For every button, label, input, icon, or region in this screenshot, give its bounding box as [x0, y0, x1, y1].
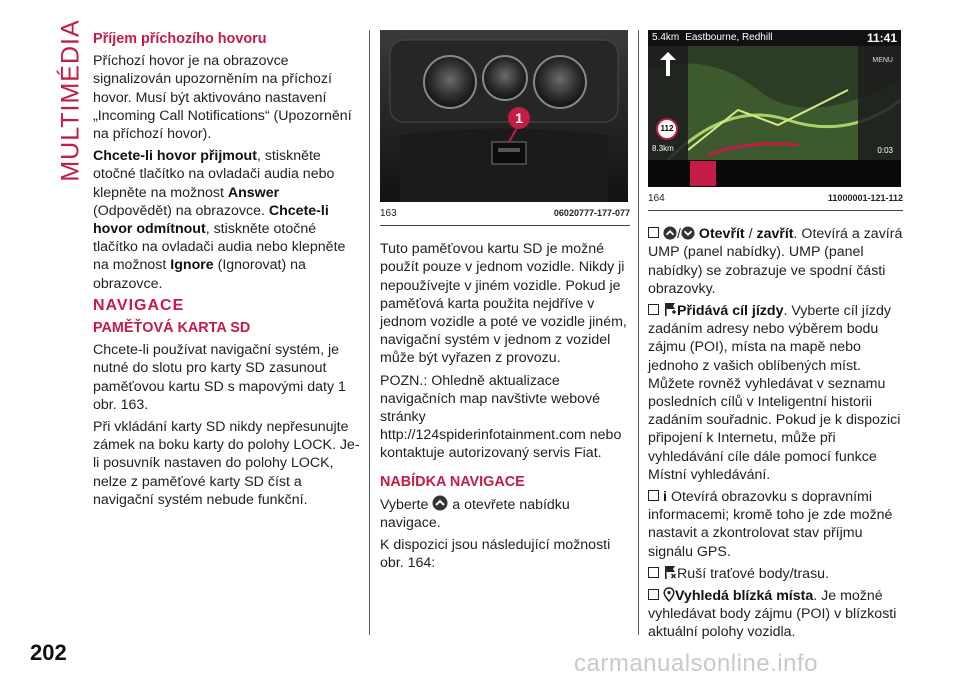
figure-164-image — [648, 30, 901, 187]
text-traffic-info: Otevírá obrazovku s dopravními informacemi; kromě toho je zde možné nastavit a zkontrolovat stav příjmu signálu GPS. — [648, 489, 893, 560]
heading-incoming-call: Příjem příchozího hovoru — [93, 31, 267, 47]
paragraph-sd-insert: Chcete-li používat navigační systém, je nutné do slotu pro karty SD zasunout paměťovou kartu SD s mapovými daty 1 obr. 163. — [93, 342, 346, 413]
heading-sd-card: PAMĚŤOVÁ KARTA SD — [93, 320, 251, 337]
figure-163-code: 06020777-177-077 — [553, 208, 630, 218]
flag-plus-icon — [663, 302, 677, 317]
map-distance: 5.4km — [652, 31, 680, 43]
heading-nav-menu: NABÍDKA NAVIGACE — [380, 473, 525, 490]
map-info-distance: 8.3km — [652, 144, 674, 153]
text-nearby: . Je možné vyhledávat body zájmu (POI) v blízkosti aktuální polohy vozidla. — [648, 588, 897, 641]
text-accept: , stiskněte otočné tlačítko na ovladači audia nebo klepněte na možnost — [93, 148, 335, 201]
figure-callout — [508, 107, 530, 129]
bullet-open-close — [648, 225, 903, 298]
map-speed-limit — [656, 118, 678, 140]
bullet-add-destination — [648, 302, 903, 484]
text-add-destination: . Vyberte cíl jízdy zadáním adresy nebo výběrem bodu zájmu (POI), místa na mapě nebo jednoho z vašich oblíbených míst. Můžete rovněž vyhledávat v seznamu posledních cílů v Inteligentní historii zadáním souřadnic. Pokud je k dispozici připojení k Internetu, může při vyhledávání cíle dále pomocí funkce Místní vyhledávání. — [648, 303, 901, 483]
figure-163-caption — [380, 202, 630, 226]
figure-163-image — [380, 30, 628, 202]
map-road-name: Eastbourne, Redhill — [685, 31, 773, 43]
section-tab — [56, 18, 86, 182]
flag-cancel-icon — [663, 565, 677, 580]
location-pin-icon — [663, 587, 675, 602]
bullet-box — [648, 589, 659, 600]
figure-164-caption — [648, 187, 903, 211]
paragraph-options: K dispozici jsou následující možnosti obr. 164: — [380, 537, 611, 572]
section-tab-label: MULTIMÉDIA — [56, 18, 85, 182]
column-divider-2 — [638, 30, 639, 635]
map-clock: 11:41 — [866, 30, 897, 45]
text-answer: (Odpovědět) na obrazovce. — [93, 202, 269, 219]
bold-open: Otevřít — [698, 226, 745, 243]
bold-close: zavřít — [756, 226, 794, 243]
info-icon: i — [663, 489, 667, 506]
column-2 — [380, 30, 630, 577]
text-reject: , stiskněte otočné tlačítko na ovladači audia nebo klepněte na možnost — [93, 221, 346, 274]
bullet-nearby-places — [648, 587, 903, 642]
map-top-bar — [652, 31, 897, 45]
column-divider-1 — [369, 30, 370, 635]
text-open-close: . Otevírá a zavírá UMP (panel nabídky). UMP (panel nabídky) se zobrazuje ve spodní části obrazovky. — [648, 226, 903, 297]
chevron-up-icon — [663, 226, 677, 240]
figure-164-code: 11000001-121-112 — [827, 193, 903, 203]
heading-navigation: NAVIGACE — [93, 296, 185, 314]
bullet-box — [648, 567, 659, 578]
paragraph-incoming-notice: Příchozí hovor je na obrazovce signalizován upozorněním na příchozí hovor. Musí být aktivováno nastavení „Incoming Call Notifications“ (Upozornění na příchozí hovor). — [93, 53, 352, 143]
bold-nearby: Vyhledá blízká místa — [675, 588, 814, 605]
bold-add-destination: Přidává cíl jízdy — [677, 303, 784, 320]
text-slash: / — [677, 226, 681, 243]
page-number: 202 — [30, 640, 67, 665]
chevron-up-icon — [432, 495, 448, 511]
text-select: Vyberte — [380, 496, 429, 513]
map-menu-label[interactable]: MENU — [872, 57, 893, 64]
figure-164-number: 164 — [648, 193, 665, 204]
bullet-box — [648, 490, 659, 501]
text-open-menu: a otevřete nabídku navigace. — [380, 496, 570, 532]
bullet-box — [648, 227, 659, 238]
map-info-time: 0:03 — [877, 146, 893, 155]
paragraph-answer-reject — [93, 147, 361, 293]
bold-reject: Chcete-li hovor odmítnout — [93, 202, 329, 238]
text-slash-2: / — [744, 226, 757, 243]
bullet-box — [648, 304, 659, 315]
map-speed-value: 112 — [660, 123, 674, 133]
bullet-cancel-route — [648, 565, 903, 583]
bold-answer: Answer — [227, 184, 280, 201]
text-ignore: (Ignorovat) na obrazovce. — [93, 257, 306, 292]
bold-ignore: Ignore — [170, 257, 214, 274]
text-cancel-route: Ruší traťové body/trasu. — [677, 565, 829, 582]
paragraph-sd-single-vehicle: Tuto paměťovou kartu SD je možné použít pouze v jednom vozidle. Nikdy ji nepoužívejte v jiném vozidle. Pokud je paměťová karta použita nejdříve v jednom vozidle a poté ve vozidle jiném, navigační systém v jednom z vozidel může být vyřazen z provozu. — [380, 241, 627, 367]
column-1 — [93, 30, 361, 513]
chevron-down-icon — [681, 226, 695, 240]
paragraph-select-nav — [380, 495, 630, 532]
dashboard-photo-illustration — [380, 30, 628, 202]
figure-callout-number: 1 — [515, 109, 523, 126]
bold-accept: Chcete-li hovor přijmout — [93, 148, 257, 165]
paragraph-sd-lock: Při vkládání karty SD nikdy nepřesunujte zámek na boku karty do polohy LOCK. Je-li posuvník nastaven do polohy LOCK, nelze z paměťové karty SD číst a navigační systém nebude funkční. — [93, 419, 360, 508]
column-3 — [648, 30, 903, 646]
bullet-traffic-info — [648, 488, 903, 561]
watermark: carmanualsonline.info — [574, 650, 818, 677]
paragraph-map-updates: POZN.: Ohledně aktualizace navigačních map navštivte webové stránky http://124spiderinfotainment.com nebo kontaktuje autorizovaný servis Fiat. — [380, 372, 622, 462]
navigation-map-illustration — [648, 30, 901, 187]
figure-163-number: 163 — [380, 208, 397, 219]
